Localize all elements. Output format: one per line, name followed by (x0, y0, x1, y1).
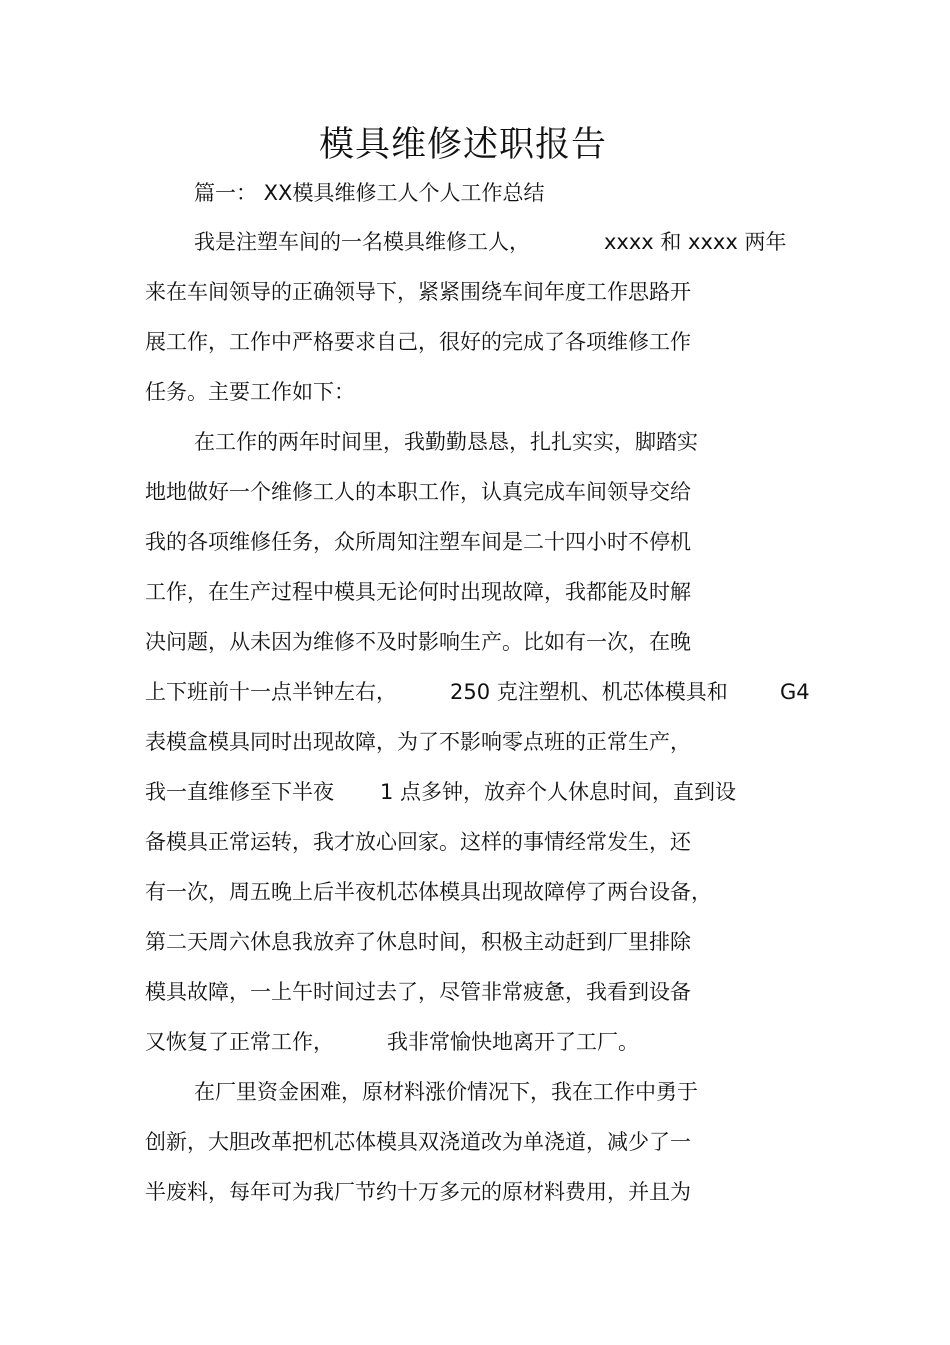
text-segment: xxxx 和 xxxx 两年 (604, 230, 787, 254)
paragraph-line: 我的各项维修任务，众所周知注塑车间是二十四小时不停机 (145, 530, 691, 554)
paragraph-line: 地地做好一个维修工人的本职工作，认真完成车间领导交给 (145, 480, 691, 504)
paragraph-line: 创新，大胆改革把机芯体模具双浇道改为单浇道，减少了一 (145, 1130, 691, 1154)
paragraph-line: 在工作的两年时间里，我勤勤恳恳，扎扎实实，脚踏实 (194, 430, 698, 454)
paragraph-line: 在厂里资金困难，原材料涨价情况下，我在工作中勇于 (194, 1080, 698, 1104)
text-segment: 我一直维修至下半夜 (145, 780, 334, 804)
text-segment: 250 克注塑机、机芯体模具和 (450, 680, 728, 704)
text-segment: G4 (780, 680, 810, 704)
paragraph-line: 第二天周六休息我放弃了休息时间，积极主动赶到厂里排除 (145, 930, 691, 954)
text-segment: 上下班前十一点半钟左右， (145, 680, 397, 704)
subtitle: 篇一： XX模具维修工人个人工作总结 (194, 181, 545, 205)
text-segment: 1 点多钟，放弃个人休息时间，直到设 (380, 780, 737, 804)
text-segment: 我非常愉快地离开了工厂。 (387, 1030, 639, 1054)
paragraph-line: 工作，在生产过程中模具无论何时出现故障，我都能及时解 (145, 580, 691, 604)
paragraph-line: 展工作，工作中严格要求自己，很好的完成了各项维修工作 (145, 330, 691, 354)
paragraph-line: 任务。主要工作如下： (145, 380, 355, 404)
document-title: 模具维修述职报告 (318, 125, 607, 165)
paragraph-line (145, 676, 825, 708)
paragraph-line (194, 226, 814, 258)
text-segment: 又恢复了正常工作， (145, 1030, 334, 1054)
paragraph-line: 有一次，周五晚上后半夜机芯体模具出现故障停了两台设备， (145, 880, 712, 904)
paragraph-line: 半废料，每年可为我厂节约十万多元的原材料费用，并且为 (145, 1180, 691, 1204)
paragraph-line: 备模具正常运转，我才放心回家。这样的事情经常发生，还 (145, 830, 691, 854)
paragraph-line: 表模盒模具同时出现故障，为了不影响零点班的正常生产， (145, 730, 691, 754)
paragraph-line: 来在车间领导的正确领导下，紧紧围绕车间年度工作思路开 (145, 280, 691, 304)
paragraph-line (145, 776, 785, 808)
paragraph-line (145, 1026, 665, 1058)
text-segment: 我是注塑车间的一名模具维修工人， (194, 230, 530, 254)
paragraph-line: 模具故障，一上午时间过去了，尽管非常疲惫，我看到设备 (145, 980, 691, 1004)
paragraph-line: 决问题，从未因为维修不及时影响生产。比如有一次，在晚 (145, 630, 691, 654)
